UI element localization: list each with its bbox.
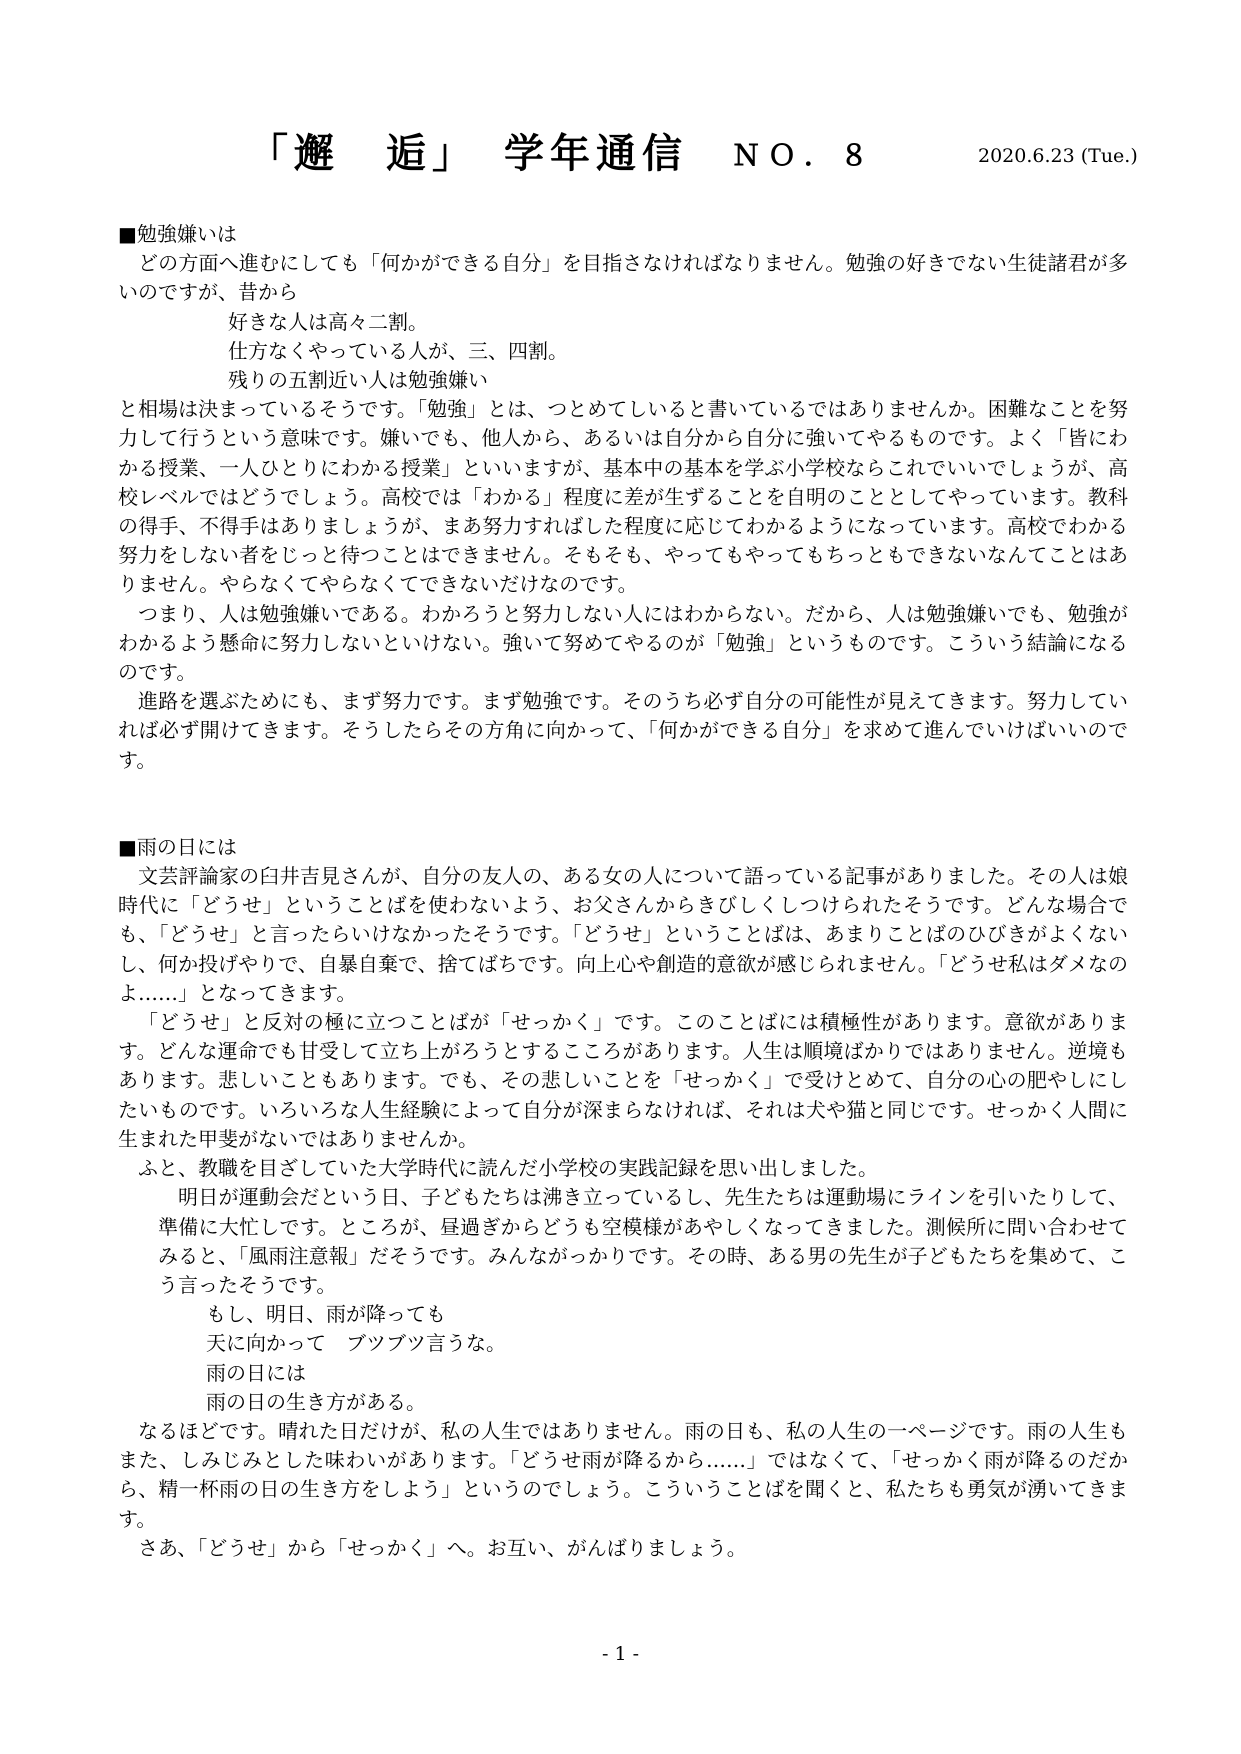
newsletter-body: [118, 220, 1128, 1563]
anecdote-block: [158, 1183, 1128, 1300]
paragraph: 文芸評論家の臼井吉見さんが、自分の友人の、ある女の人について語っている記事がありました。その人は娘時代に「どうせ」ということばを使わないよう、お父さんからきびしくしつけられたそうです。どんな場合でも、「どうせ」と言ったらいけなかったそうです。「どうせ」ということばは、あまりことばのひびきがよくないし、何か投げやりで、自暴自棄で、捨てばちです。向上心や創造的意欲が感じられません。「どうせ私はダメなのよ……」となってきます。: [118, 864, 1128, 1005]
paragraph: 進路を選ぶためにも、まず努力です。まず勉強です。そのうち必ず自分の可能性が見えてきます。努力していれば必ず開けてきます。そうしたらその方角に向かって、「何かができる自分」を求めて進んでいけばいいのです。: [118, 689, 1128, 772]
poem-line: もし、明日、雨が降っても: [206, 1302, 446, 1327]
poem-line: 雨の日には: [206, 1360, 306, 1385]
newsletter-header: [0, 128, 1241, 188]
paragraph: なるほどです。晴れた日だけが、私の人生ではありません。雨の日も、私の人生の一ページです。雨の人生もまた、しみじみとした味わいがあります。「どうせ雨が降るから……」ではなくて、「せっかく雨が降るのだから、精一杯雨の日の生き方をしよう」というのでしょう。こういうことばを聞くと、私たちも勇気が湧いてきます。: [118, 1418, 1128, 1531]
quote-line: 残りの五割近い人は勉強嫌い: [228, 368, 488, 393]
paragraph: さあ、「どうせ」から「せっかく」へ。お互い、がんばりましょう。: [138, 1535, 747, 1560]
paragraph: 「どうせ」と反対の極に立つことばが「せっかく」です。このことばには積極性があります。意欲があります。どんな運命でも甘受して立ち上がろうとするこころがあります。人生は順境ばかりではありません。逆境もあります。悲しいこともあります。でも、その悲しいことを「せっかく」で受けとめて、自分の心の肥やしにしたいものです。いろいろな人生経験によって自分が深まらなければ、それは犬や猫と同じです。せっかく人間に生まれた甲斐がないではありませんか。: [118, 1010, 1128, 1151]
issue-number: ＮＯ．８: [732, 139, 877, 172]
section-study: [118, 220, 1128, 775]
section-rainy-day: [118, 833, 1128, 1563]
paragraph: と相場は決まっているそうです。「勉強」とは、つとめてしいると書いているではありませんか。困難なことを努力して行うという意味です。嫌いでも、他人から、あるいは自分から自分に強いてやるものです。よく「皆にわかる授業、一人ひとりにわかる授業」といいますが、基本中の基本を学ぶ小学校ならこれでいいでしょうが、高校レベルではどうでしょう。高校では「わかる」程度に差が生ずることを自明のこととしてやっています。教科の得手、不得手はありましょうが、まあ努力すればした程度に応じてわかるようになっています。高校でわかる努力をしない者をじっと待つことはできません。そもそも、やってもやってもちっともできないなんてことはありません。やらなくてやらなくてできないだけなのです。: [118, 397, 1128, 597]
quote-lines: [118, 308, 1128, 396]
quote-line: 仕方なくやっている人が、三、四割。: [228, 338, 568, 363]
paragraph: どの方面へ進むにしても「何かができる自分」を目指さなければなりません。勉強の好きでない生徒諸君が多いのですが、昔から: [118, 251, 1128, 305]
poem-line: 天に向かって ブツブツ言うな。: [206, 1331, 506, 1356]
poem-line: 雨の日の生き方がある。: [206, 1389, 426, 1414]
section-heading: ■雨の日には: [118, 834, 237, 859]
paragraph: ふと、教職を目ざしていた大学時代に読んだ小学校の実践記録を思い出しました。: [138, 1156, 878, 1181]
poem: [118, 1300, 1128, 1417]
paragraph: つまり、人は勉強嫌いである。わかろうと努力しない人にはわからない。だから、人は勉強嫌いでも、勉強がわかるよう懸命に努力しないといけない。強いて努めてやるのが「勉強」というものです。こういう結論になるのです。: [118, 601, 1128, 685]
issue-date: 2020.6.23 (Tue.): [978, 145, 1138, 167]
page-number: - 1 -: [601, 1643, 639, 1665]
quote-line: 好きな人は高々二割。: [228, 309, 428, 334]
newsletter-title: 「邂 逅」 学年通信: [248, 131, 688, 177]
section-heading: ■勉強嫌いは: [118, 222, 237, 246]
anecdote-text: 明日が運動会だという日、子どもたちは沸き立っているし、先生たちは運動場にラインを引いたりして、準備に大忙しです。ところが、昼過ぎからどうも空模様があやしくなってきました。測候所に問い合わせてみると、「風雨注意報」だそうです。みんながっかりです。その時、ある男の先生が子どもたちを集めて、こう言ったそうです。: [158, 1185, 1128, 1297]
